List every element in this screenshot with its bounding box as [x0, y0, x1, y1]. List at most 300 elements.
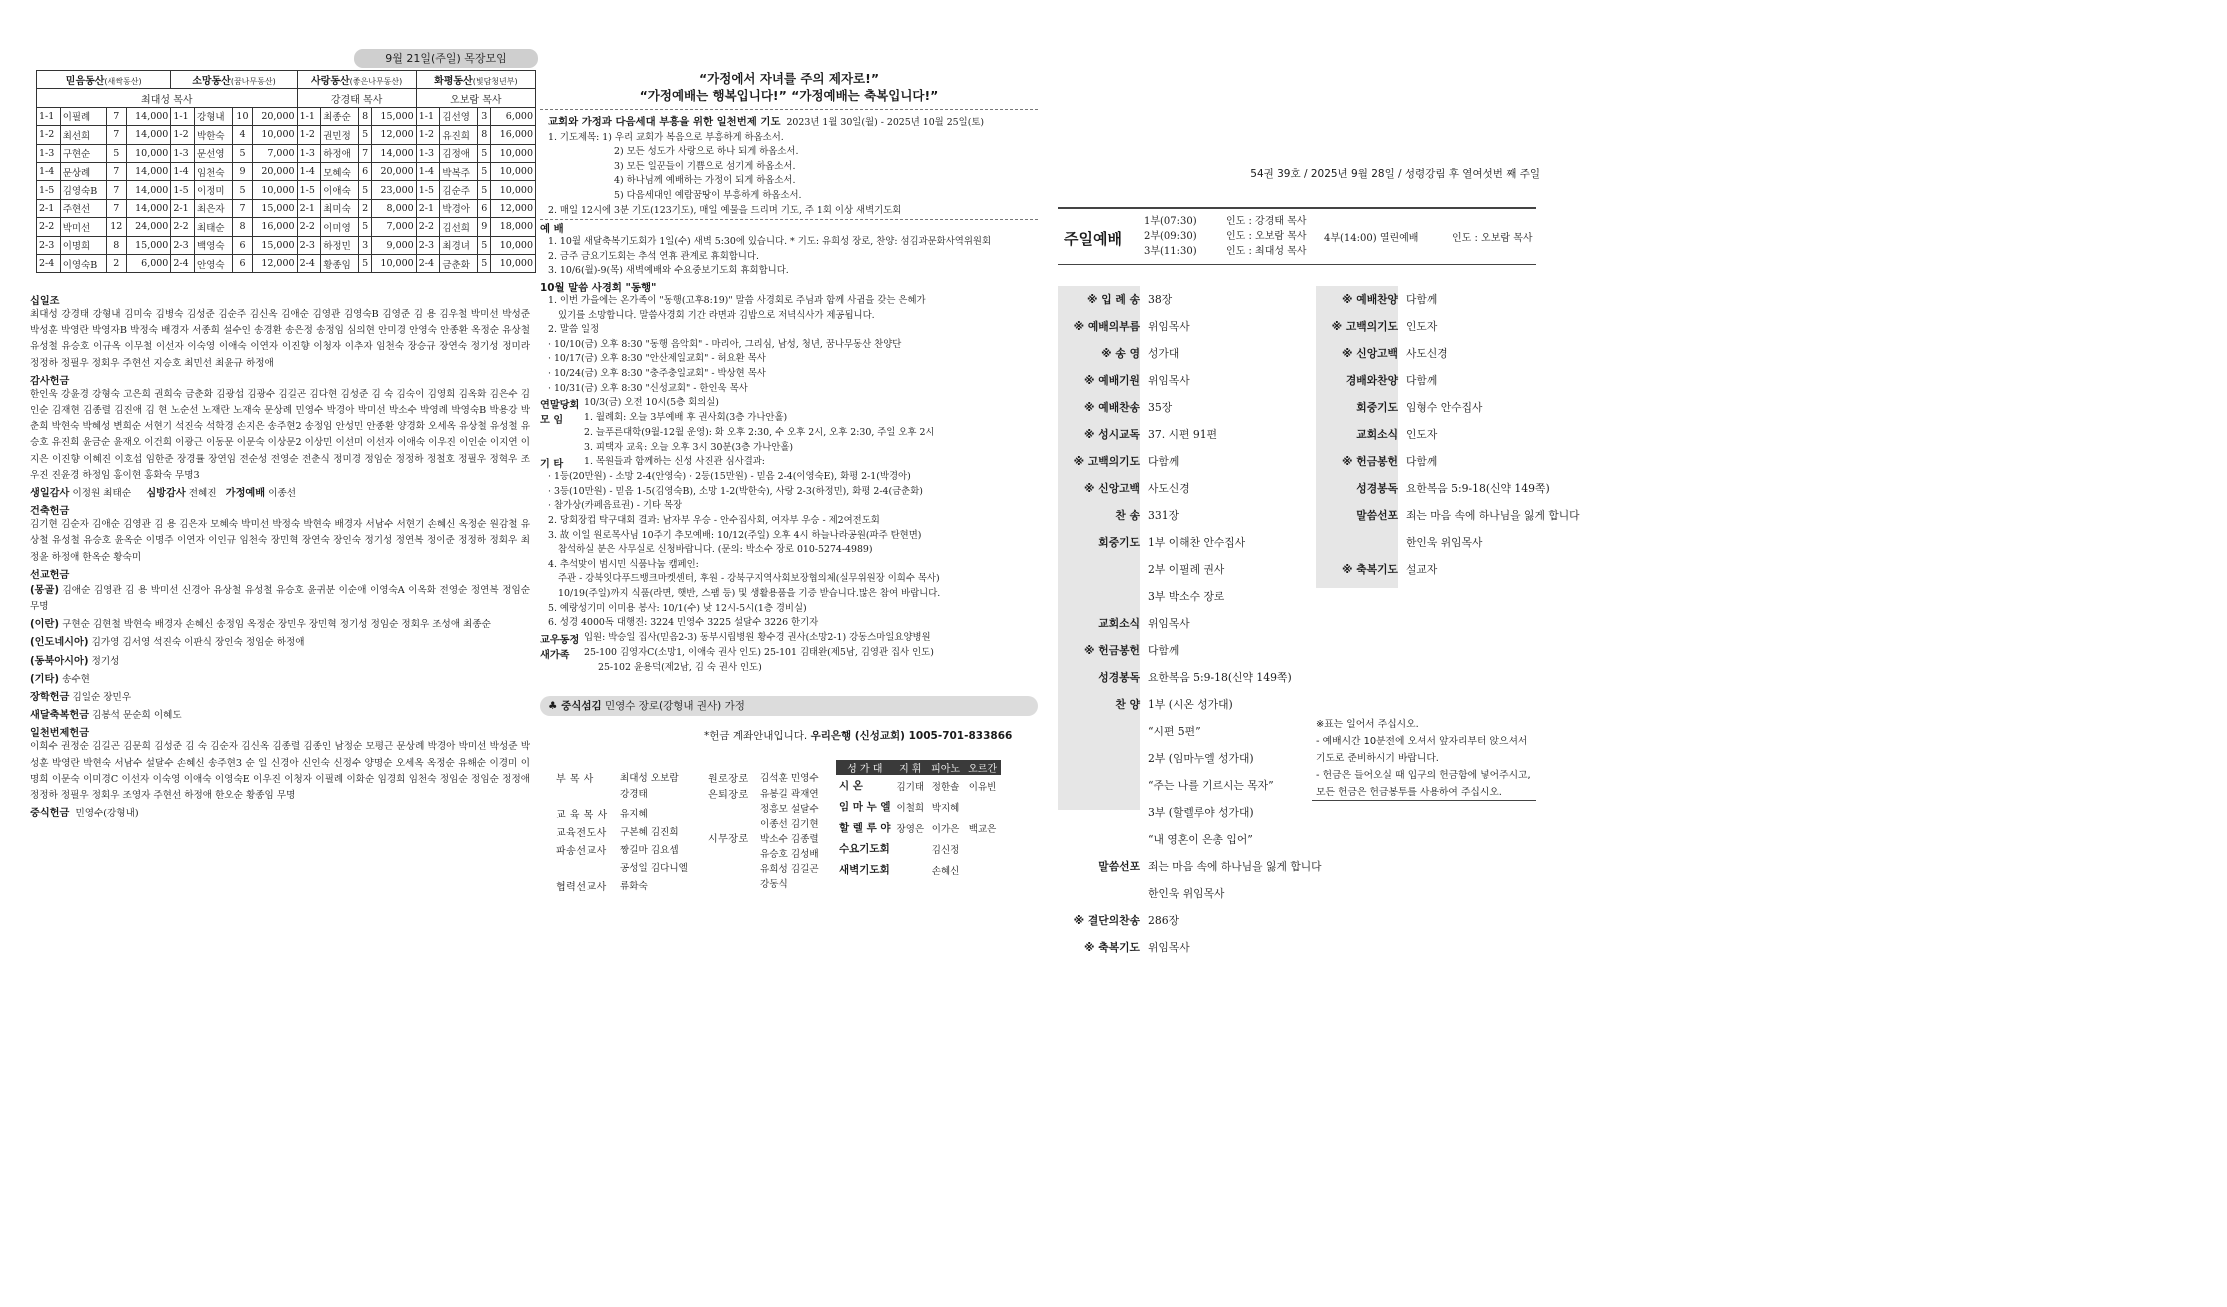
order-label: 교회소식: [1356, 428, 1398, 441]
order-row: [1316, 475, 1550, 502]
group-leader: 김정애: [440, 144, 478, 162]
mission-heading: 선교헌금: [30, 569, 70, 581]
group-row: [37, 199, 536, 217]
lunch-serving-bar: [540, 696, 1038, 716]
thousand-heading: 일천번제헌금: [30, 728, 90, 740]
group-id: 1-4: [297, 162, 321, 180]
group-attendance: 5: [359, 218, 372, 236]
notice-line: 기도로 준비하시기 바랍니다.: [1316, 753, 1439, 764]
group-sub: (꿈나무동산): [230, 77, 276, 87]
staff-pastor-names: 최대성 오보람: [620, 773, 679, 784]
staff-evang-names: 구본혜 김진희: [620, 827, 679, 838]
news-value: 입원: 박승일 집사(믿음2-3) 동부시립병원 황수경 권사(소망2-1) 강동스마일요양병원: [584, 631, 931, 643]
group-offering: 7,000: [252, 144, 297, 162]
group-id: 1-5: [297, 181, 321, 199]
order-value: 인도자: [1406, 320, 1438, 333]
group-header: [297, 71, 416, 89]
group-id: 1-3: [416, 144, 440, 162]
group-id: 2-4: [416, 254, 440, 272]
mission-names: 김애순 김영관 김 용 박미선 신경아 유상철 유성철 유승호 윤귀분 이순애 이영숙A 이옥화 전영순 정연복 정임순 무명: [30, 584, 530, 613]
scholar-names: 김일순 장민우: [72, 692, 132, 704]
group-attendance: 2: [359, 199, 372, 217]
group-leader: 문선영: [195, 144, 233, 162]
notice-line: - 예배시간 10분전에 오셔서 앞자리부터 앉으셔서: [1316, 736, 1528, 747]
thanks-names: 한인욱 강윤경 강형숙 고은희 권희숙 금춘화 김광섭 김광수 김길곤 김다현 김성준 김 숙 김숙이 김영희 김옥화 김은수 김인순 김재현 김종렬 김진애 김 현 노순선 노재란 노재숙 문상례 민영수 박경아 박미선 박소수 박영례 박영숙B 박용강 박춘희 박현숙 박혜성 변희순 서현기 석진숙 석학경 손지은 송주현2 송정임 안성민 안종환 양경화 오세옥 유상철 유성철 유승호 유진희 윤금순 윤재오 이건희 이광근 이동문 이문숙 이상문2 이상민 이선미 이선자 이애숙 이우진 이인순 이지연 이지은 이진향 이혜진 이호섭 임한준 장경률 장연임 전순성 전영순 전춘식 정미경 정임순 정정하 정철호 정필우 정혁우 조우진 진윤경 하정임 홍이현 홍화숙 무명3: [30, 388, 530, 481]
service-leader: 인도 : 오보람 목사: [1226, 231, 1307, 242]
group-leader: 최태순: [195, 218, 233, 236]
mission-region: (동북아시아): [30, 655, 89, 667]
group-row: [37, 107, 536, 125]
thanks-heading: 감사헌금: [30, 375, 70, 387]
prayer-item: 3) 모든 일꾼들이 기쁨으로 섬기게 하옵소서.: [614, 160, 796, 172]
order-value: 죄는 마음 속에 하나님을 잃게 합니다: [1148, 860, 1322, 873]
order-row: [1316, 529, 1536, 556]
bank-label: *헌금 계좌안내입니다.: [704, 730, 808, 742]
group-offering: 20,000: [252, 162, 297, 180]
staff-pastor-label: 부 목 사: [556, 774, 594, 785]
group-id: 2-3: [416, 236, 440, 254]
newfam-label: 새가족: [540, 649, 570, 661]
group-offering: 10,000: [126, 144, 171, 162]
group-offering: 14,000: [126, 162, 171, 180]
group-offering: 24,000: [126, 218, 171, 236]
order-row: [1058, 853, 1322, 880]
order-value: 사도신경: [1148, 482, 1190, 495]
group-id: 1-1: [171, 107, 195, 125]
order-row: [1316, 367, 1536, 394]
mission-region: (인도네시아): [30, 637, 89, 649]
group-header: [171, 71, 297, 89]
order-label: ※ 신앙고백: [1084, 482, 1140, 495]
etc-item: 10/19(주일)까지 식품(라면, 햇반, 스팸 등) 및 생활용품을 기증 받습니다.많은 참여 바랍니다.: [558, 588, 941, 600]
music-person: 장영은: [896, 823, 925, 835]
order-row: [1058, 880, 1316, 907]
service-title: 주일예배: [1064, 230, 1122, 248]
etc-item: 3. 故 이일 원로목사님 10주기 추모예배: 10/12(주일) 오후 4시 하늘나라공원(파주 탄현면): [548, 529, 922, 541]
music-table: [836, 760, 1001, 880]
order-label: ※ 헌금봉헌: [1084, 644, 1140, 657]
group-attendance: 5: [478, 144, 491, 162]
bank-number: 우리은행 (신성교회) 1005-701-833866: [810, 730, 1013, 742]
staff-elder-label: 원로장로: [708, 774, 749, 785]
order-value: 1부 (시온 성가대): [1148, 698, 1233, 711]
mission-names: 구현순 김현철 박현숙 배경자 손혜신 송정임 옥정순 장민우 장민혁 정기성 정임순 정회우 조성애 최종순: [62, 619, 491, 631]
etc-item: 주관 - 강북잇다푸드뱅크마켓센터, 후원 - 강북구지역사회보장협의체(실무위원장 이희수 목사): [558, 573, 940, 585]
order-row: [1058, 313, 1316, 340]
order-row: [1058, 718, 1316, 745]
group-leader: 최종순: [321, 107, 359, 125]
music-header-row: [836, 760, 1001, 775]
order-value: 인도자: [1406, 428, 1438, 441]
group-pastor: 최대성 목사: [37, 89, 298, 107]
group-id: 1-3: [37, 144, 61, 162]
council-row: [540, 396, 1038, 411]
mission-item: [30, 581, 530, 615]
group-leader: 박한숙: [195, 126, 233, 144]
music-person: [894, 838, 928, 859]
staff-acting-names: 유승호 김성배: [760, 849, 819, 860]
order-value: 다함께: [1148, 644, 1180, 657]
group-row: [37, 144, 536, 162]
order-value: 다함께: [1148, 455, 1180, 468]
scholar-heading: 장학헌금: [30, 692, 70, 704]
group-id: 1-5: [416, 181, 440, 199]
group-offering: 10,000: [491, 144, 536, 162]
group-name: 화평동산: [434, 76, 473, 88]
order-left: [1058, 286, 1322, 961]
group-leader: 안영숙: [195, 254, 233, 272]
group-attendance: 6: [478, 199, 491, 217]
group-offering: 20,000: [252, 107, 297, 125]
staff-pastor-names: 강경태: [620, 789, 648, 800]
mission-item: [30, 652, 530, 670]
group-table-body: [37, 107, 536, 273]
notice-line: 모든 헌금은 헌금봉투를 사용하여 주십시오.: [1316, 787, 1502, 798]
order-value: 37. 시편 91편: [1148, 428, 1218, 441]
new-month-names: 김봉석 문순희 이혜도: [92, 710, 182, 722]
etc-value: 1. 목원들과 함께하는 신성 사진관 심사결과:: [584, 456, 765, 468]
group-leader: 임천숙: [195, 162, 233, 180]
group-id: 1-3: [297, 144, 321, 162]
staff-mission-names: 공성일 김다니엘: [620, 863, 688, 874]
music-header: 성 가 대: [836, 760, 894, 775]
order-row: [1058, 799, 1316, 826]
prayer-item: 1. 기도제목: 1) 우리 교회가 복음으로 부흥하게 하옵소서.: [548, 131, 784, 143]
service-time: 3부(11:30): [1144, 246, 1197, 257]
group-attendance: 5: [359, 126, 372, 144]
group-attendance: 5: [478, 236, 491, 254]
order-label: ※ 축복기도: [1084, 941, 1140, 954]
word-item: 1. 이번 가을에는 온가족이 "동행(고후8:19)" 말씀 사경회로 주님과 함께 사귐을 갖는 은혜가: [548, 294, 926, 306]
order-label: ※ 예배기원: [1084, 374, 1140, 387]
order-label: 말씀선포: [1356, 509, 1398, 522]
notice-line: ※표는 일어서 주십시오.: [1316, 719, 1419, 730]
group-attendance: 9: [478, 218, 491, 236]
etc-item: · 3등(10만원) - 믿음 1-5(김영숙B), 소망 1-2(박한숙), 사랑 2-3(하정민), 화평 2-4(금춘화): [548, 485, 923, 497]
order-row: [1058, 745, 1316, 772]
order-row: [1058, 367, 1316, 394]
music-row: [836, 796, 1001, 817]
group-leader: 최은자: [195, 199, 233, 217]
order-label: 경배와찬양: [1345, 374, 1398, 387]
group-leader: 박경아: [440, 199, 478, 217]
tithe-heading: 십일조: [30, 296, 60, 307]
order-value: 성가대: [1148, 347, 1180, 360]
group-leader: 구현순: [60, 144, 106, 162]
etc-item: · 참가상(카페음료권) - 기타 목장: [548, 500, 683, 512]
group-attendance: 5: [233, 181, 253, 199]
etc-item: 4. 추석맞이 범시민 식품나눔 캠페인:: [548, 558, 699, 570]
group-leader: 이미영: [321, 218, 359, 236]
worship-heading: 예 배: [540, 223, 564, 236]
group-attendance: 5: [478, 181, 491, 199]
group-leader: 이명희: [60, 236, 106, 254]
divider: [540, 109, 1038, 110]
order-label: 성경봉독: [1356, 482, 1398, 495]
order-row: [1058, 340, 1316, 367]
order-label: 찬 양: [1115, 698, 1140, 711]
offering-list: [30, 292, 530, 822]
meeting-value: 1. 월례회: 오늘 3부예배 후 권사회(3층 가나안홀): [584, 412, 788, 424]
scholar-line: [30, 688, 530, 706]
meeting-item: 2. 늘푸른대학(9월-12월 운영): 화 오후 2:30, 수 오후 2시, 오후 2:30, 주일 오후 2시: [584, 427, 935, 439]
order-value: 2부 이필례 권사: [1148, 563, 1225, 576]
order-value: 위임목사: [1148, 374, 1190, 387]
staff-acting-names: 박소수 김종렬: [760, 834, 819, 845]
group-leader: 강형내: [195, 107, 233, 125]
group-offering: 9,000: [372, 236, 417, 254]
group-row: [37, 181, 536, 199]
group-attendance: 5: [233, 144, 253, 162]
group-attendance: 7: [106, 199, 126, 217]
music-header: 지 휘: [894, 760, 928, 775]
order-value: 사도신경: [1406, 347, 1448, 360]
group-header: [416, 71, 535, 89]
group-attendance: 7: [106, 181, 126, 199]
staff-coop-label: 협력선교사: [556, 882, 607, 893]
slogan-line-2: “가정예배는 행복입니다!” “가정예배는 축복입니다!”: [639, 88, 939, 103]
group-attendance: 2: [106, 254, 126, 272]
group-name: 소망동산: [192, 76, 231, 88]
word-item: 2. 말씀 일정: [548, 324, 600, 336]
council-label: 연말당회: [540, 400, 580, 412]
council-value: 10/3(금) 오전 10시(5층 회의실): [584, 397, 719, 409]
group-header-row: [37, 71, 536, 89]
mission-item: [30, 670, 530, 688]
birthday-names: 이정원 최태순: [72, 488, 132, 500]
prayer-title-line: [540, 113, 1038, 131]
choir-name: 수요기도회: [839, 843, 890, 855]
mission-names: 송수현: [62, 673, 90, 685]
order-label: ※ 입 례 송: [1086, 293, 1140, 306]
tithe-names: 최대성 강경태 강형내 김미숙 김병숙 김성준 김순주 김신옥 김애순 김영관 김영숙B 김영준 김 용 김우철 박미선 박성준 박성훈 박영란 박영자B 박정숙 배경자 서종희 설수인 송경환 송은정 송정임 심의현 안미경 안영숙 안종환 옥정순 유상철 유성철 유승호 이규옥 이무철 이선자 이숙영 이애숙 이연자 이진향 이청자 이추자 임천숙 장승규 장연숙 정기성 정미라 정정하 정필우 정회우 주현선 지승호 최민선 최윤규 하정애: [30, 309, 530, 369]
group-offering: 12,000: [252, 254, 297, 272]
issue-info: 54권 39호 / 2025년 9월 28일 / 성령강림 후 열여섯번 째 주일: [1250, 168, 1540, 180]
order-row: [1058, 826, 1316, 853]
lunch-names: 민영수(강형내): [75, 808, 139, 820]
group-leader: 금춘화: [440, 254, 478, 272]
word-schedule: · 10/31(금) 오후 8:30 "신성교회" - 한인욱 목사: [548, 382, 748, 394]
order-value: 다함께: [1406, 455, 1438, 468]
mission-region: (기타): [30, 673, 59, 685]
group-offering: 16,000: [252, 218, 297, 236]
order-row: [1058, 637, 1316, 664]
order-label: ※ 예배의부름: [1073, 320, 1140, 333]
group-id: 1-1: [416, 107, 440, 125]
mission-names: 정기성: [91, 655, 120, 667]
group-attendance: 5: [478, 162, 491, 180]
order-label: ※ 고백의기도: [1073, 455, 1140, 468]
music-person: 손혜신: [931, 865, 960, 877]
group-id: 2-4: [297, 254, 321, 272]
group-offering: 14,000: [126, 107, 171, 125]
staff-mission-label: 파송선교사: [556, 846, 607, 857]
group-id: 2-4: [37, 254, 61, 272]
lunch-serving-label: ♣ 중식섬김: [548, 700, 602, 712]
group-offering: 16,000: [491, 126, 536, 144]
visit-names: 전혜진: [188, 488, 217, 500]
bank-account: [704, 728, 1012, 743]
family-heading: 가정예배: [225, 488, 266, 500]
group-leader: 유진희: [440, 126, 478, 144]
music-header: 피아노: [927, 760, 964, 775]
group-id: 2-3: [297, 236, 321, 254]
group-leader: 모혜숙: [321, 162, 359, 180]
group-attendance: 8: [106, 236, 126, 254]
group-row: [37, 162, 536, 180]
group-attendance: 10: [233, 107, 253, 125]
word-heading: 10월 말씀 사경회 "동행": [540, 281, 657, 294]
service-leader: 인도 : 최대성 목사: [1226, 246, 1307, 257]
staff-acting-names: 이종선 김기현: [760, 819, 819, 830]
group-leader: 최미숙: [321, 199, 359, 217]
group-offering: 12,000: [491, 199, 536, 217]
group-offering: 10,000: [252, 181, 297, 199]
order-label: ※ 송 영: [1101, 347, 1140, 360]
group-attendance: 6: [233, 236, 253, 254]
group-offering: 6,000: [126, 254, 171, 272]
group-attendance: 3: [478, 107, 491, 125]
group-id: 1-4: [37, 162, 61, 180]
order-value: 죄는 마음 속에 하나님을 잃게 합니다: [1406, 509, 1580, 522]
group-pastor-row: [37, 89, 536, 107]
group-attendance: 5: [359, 181, 372, 199]
group-id: 2-1: [297, 199, 321, 217]
prayer-item: 4) 하나님께 예배하는 가정이 되게 하옵소서.: [614, 175, 796, 187]
music-person: [964, 859, 1001, 880]
music-header: 오르간: [964, 760, 1001, 775]
group-id: 2-4: [171, 254, 195, 272]
group-id: 1-4: [171, 162, 195, 180]
music-person: 정한솔: [931, 781, 960, 793]
order-value: 한인욱 위임목사: [1406, 536, 1483, 549]
group-attendance: 5: [359, 254, 372, 272]
news-label: 교우동정: [540, 634, 580, 646]
group-row: [37, 236, 536, 254]
order-value: 위임목사: [1148, 320, 1190, 333]
top-rule: [1058, 207, 1536, 209]
order-value: 위임목사: [1148, 941, 1190, 954]
meeting-row: [540, 411, 1038, 426]
order-label: ※ 예배찬송: [1084, 401, 1140, 414]
order-row: [1316, 556, 1536, 583]
thousand-names: 이희수 권정순 김길곤 김문희 김성준 김 숙 김순자 김신옥 김종렬 김종인 남정순 모평근 문상례 박경아 박미선 박성준 박성훈 박영란 박현숙 서남수 설달수 손혜신 송주현3 순 일 신경아 신인숙 신정수 양명순 오세옥 옥정순 유해순 이경미 이명희 이문숙 이미경C 이선자 이숙영 이애숙 이영숙E 이우진 이청자 이필례 이화순 임경희 임천숙 정임순 정임순 정정애 정정하 정필우 정회우 조영자 주현선 하정애 한오순 황종임 무명: [30, 741, 530, 802]
newfam-row: [540, 646, 1038, 661]
group-attendance: 7: [233, 199, 253, 217]
group-offering: 12,000: [372, 126, 417, 144]
group-leader: 문상례: [60, 162, 106, 180]
group-attendance: 8: [478, 126, 491, 144]
group-offering: 10,000: [372, 254, 417, 272]
group-offering: 7,000: [372, 218, 417, 236]
group-offering: 6,000: [491, 107, 536, 125]
group-id: 1-2: [297, 126, 321, 144]
group-pastor: 강경태 목사: [297, 89, 416, 107]
group-attendance: 7: [106, 107, 126, 125]
order-label: 교회소식: [1098, 617, 1140, 630]
word-schedule: · 10/17(금) 오후 8:30 "안산제일교회" - 허요환 목사: [548, 353, 766, 365]
group-id: 1-2: [416, 126, 440, 144]
prayer-item: 2) 모든 성도가 사랑으로 하나 되게 하옵소서.: [614, 146, 799, 158]
group-leader: 권민정: [321, 126, 359, 144]
date-badge: 9월 21일(주일) 목장모임: [354, 49, 538, 68]
order-value: 3부 (할렐루야 성가대): [1148, 806, 1254, 819]
group-offering: 10,000: [491, 254, 536, 272]
order-label: 말씀선포: [1098, 860, 1140, 873]
new-month-line: [30, 706, 530, 724]
notice-box: [1316, 716, 1536, 801]
group-leader: 이정미: [195, 181, 233, 199]
group-sub: (빛담청년부): [472, 77, 518, 87]
meeting-item: 3. 피택자 교육: 오늘 오후 3시 30분(3층 가나안홀): [584, 441, 794, 453]
music-person: 이가은: [931, 823, 960, 835]
order-row: [1058, 448, 1316, 475]
order-label: ※ 축복기도: [1342, 563, 1398, 576]
etc-item: · 1등(20만원) - 소망 2-4(안영숙) · 2등(15만원) - 믿음 2-4(이영숙E), 화평 2-1(박경아): [548, 471, 911, 483]
group-leader: 김선희: [440, 218, 478, 236]
meeting-label: 모 임: [540, 415, 564, 427]
group-attendance: 7: [359, 144, 372, 162]
choir-name: 시 온: [839, 780, 863, 792]
lunch-serving-value: 민영수 장로(강형내 권사) 가정: [601, 700, 745, 712]
order-row: [1058, 934, 1316, 961]
order-label: ※ 결단의찬송: [1073, 914, 1140, 927]
order-right: [1316, 286, 1580, 583]
group-id: 1-1: [297, 107, 321, 125]
mission-region: (몽골): [30, 584, 59, 596]
group-id: 2-3: [37, 236, 61, 254]
group-offering: 15,000: [252, 199, 297, 217]
service-time: 2부(09:30): [1144, 231, 1197, 242]
order-value: 331장: [1148, 509, 1180, 522]
order-row: [1058, 475, 1316, 502]
group-pastor: 오보람 목사: [416, 89, 535, 107]
group-offering: 14,000: [126, 199, 171, 217]
music-person: 이철희: [896, 802, 925, 814]
group-offering: 20,000: [372, 162, 417, 180]
group-row: [37, 218, 536, 236]
order-row: [1058, 286, 1316, 313]
group-id: 2-1: [171, 199, 195, 217]
order-row: [1316, 286, 1536, 313]
music-person: 박지혜: [931, 802, 960, 814]
group-id: 2-2: [37, 218, 61, 236]
group-name: 사랑동산: [311, 76, 350, 88]
newfam-item: 25-102 윤용덕(제2남, 김 숙 권사 인도): [598, 661, 762, 673]
service-time-row: [1144, 214, 1376, 229]
group-offering: 10,000: [491, 162, 536, 180]
group-id: 2-1: [416, 199, 440, 217]
music-row: [836, 817, 1001, 838]
music-person: 이유빈: [968, 781, 997, 793]
order-row: [1058, 502, 1316, 529]
group-leader: 이애숙: [321, 181, 359, 199]
lunch-line: [30, 804, 530, 822]
order-value: 다함께: [1406, 374, 1438, 387]
word-schedule: · 10/24(금) 오후 8:30 "충주충일교회" - 박상현 목사: [548, 367, 766, 379]
choir-name: 새벽기도회: [839, 864, 890, 876]
group-leader: 김영숙B: [60, 181, 106, 199]
group-attendance: 5: [478, 254, 491, 272]
group-attendance: 9: [233, 162, 253, 180]
birthday-heading: 생일감사: [30, 488, 70, 500]
order-row: [1316, 421, 1536, 448]
staff-retired-names: 정흥모 설달수: [760, 804, 819, 815]
order-row: [1058, 529, 1316, 556]
staff-retired-label: 은퇴장로: [708, 790, 749, 801]
service-4-row: [1324, 229, 1533, 244]
notice-rule: [1312, 800, 1536, 801]
